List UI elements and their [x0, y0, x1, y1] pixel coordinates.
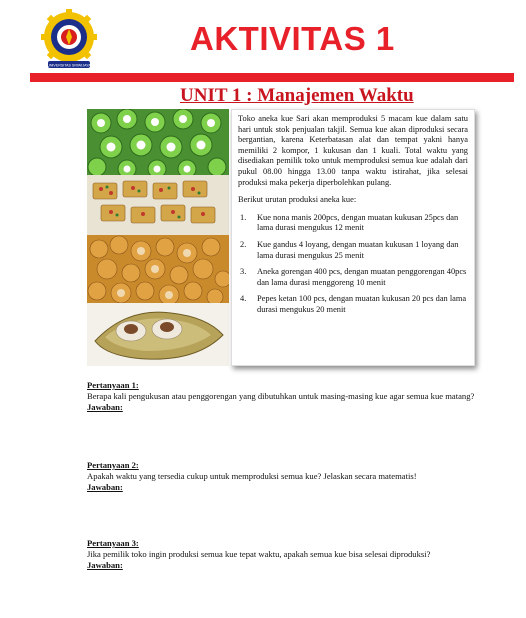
- list-item-text: Kue nona manis 200pcs, dengan muatan kukusan 25pcs dan lama durasi mengukus 12 menit: [257, 212, 459, 233]
- pepes-ketan-photo: [87, 303, 229, 366]
- kue-nona-manis-photo: [87, 109, 229, 178]
- university-logo: [38, 8, 100, 70]
- logo-text: UNIVERSITAS SRIWIJAYA: [47, 63, 91, 68]
- answer-label: Jawaban:: [87, 560, 123, 570]
- question-heading: Pertanyaan 3:: [87, 538, 139, 548]
- list-item-number: 1.: [240, 212, 247, 222]
- aneka-gorengan-photo: [87, 235, 229, 305]
- header-divider: [30, 73, 514, 82]
- logo-gear-icon: [41, 9, 97, 65]
- list-item-text: Kue gandus 4 loyang, dengan muatan kukusan 1 loyang dan lama durasi mengukus 25 menit: [257, 239, 459, 260]
- question-text: Jika pemilik toko ingin produksi semua kue tepat waktu, apakah semua kue bisa selesai diproduksi?: [87, 549, 431, 559]
- answer-label: Jawaban:: [87, 402, 123, 412]
- question-text: Berapa kali pengukusan atau penggorengan yang dibutuhkan untuk masing-masing kue agar semua kue matang?: [87, 391, 475, 401]
- question-1: [87, 380, 482, 413]
- list-item-text: Pepes ketan 100 pcs, dengan muatan kukusan 20 pcs dan lama durasi mengukus 20 menit: [257, 294, 467, 314]
- list-item-number: 2.: [240, 239, 247, 249]
- food-photo-collage: [87, 109, 229, 366]
- question-text: Apakah waktu yang tersedia cukup untuk memproduksi semua kue? Jelaskan secara matematis!: [87, 471, 417, 481]
- question-heading: Pertanyaan 1:: [87, 380, 139, 390]
- list-item: [238, 213, 468, 234]
- list-item: [238, 294, 468, 315]
- problem-description-box: [231, 109, 475, 366]
- unit-title: UNIT 1 : Manajemen Waktu: [180, 85, 414, 106]
- list-item: [238, 267, 468, 288]
- question-2: [87, 460, 482, 493]
- question-3: [87, 538, 482, 571]
- kue-gandus-photo: [87, 175, 229, 235]
- production-list: [238, 213, 468, 316]
- question-heading: Pertanyaan 2:: [87, 460, 139, 470]
- list-item: [238, 240, 468, 261]
- intro-paragraph: Toko aneka kue Sari akan memproduksi 5 macam kue dalam satu hari untuk stok penjualan takjil. Semua kue akan diproduksi secara bergantian, karena Keterbatasan alat dan tempat yakni hanya memiliki 2 kompor, 1 kukusan dan 1 kuali. Total waktu yang disediakan pemilik toko untuk memproduksi semua kue adalah dari pukul 08.00 hingga 13.00 tanpa waktu istirahat, jika selesai produksi maka pekerja diperbolehkan pulang.: [238, 114, 468, 187]
- list-heading: Berikut urutan produksi aneka kue:: [238, 195, 357, 205]
- answer-label: Jawaban:: [87, 482, 123, 492]
- page-title: AKTIVITAS 1: [190, 20, 395, 57]
- list-item-number: 3.: [240, 267, 247, 277]
- list-item-text: Aneka gorengan 400 pcs, dengan muatan penggorengan 40pcs dan lama durasi menggoreng 10 menit: [257, 267, 467, 287]
- list-item-number: 4.: [240, 294, 247, 304]
